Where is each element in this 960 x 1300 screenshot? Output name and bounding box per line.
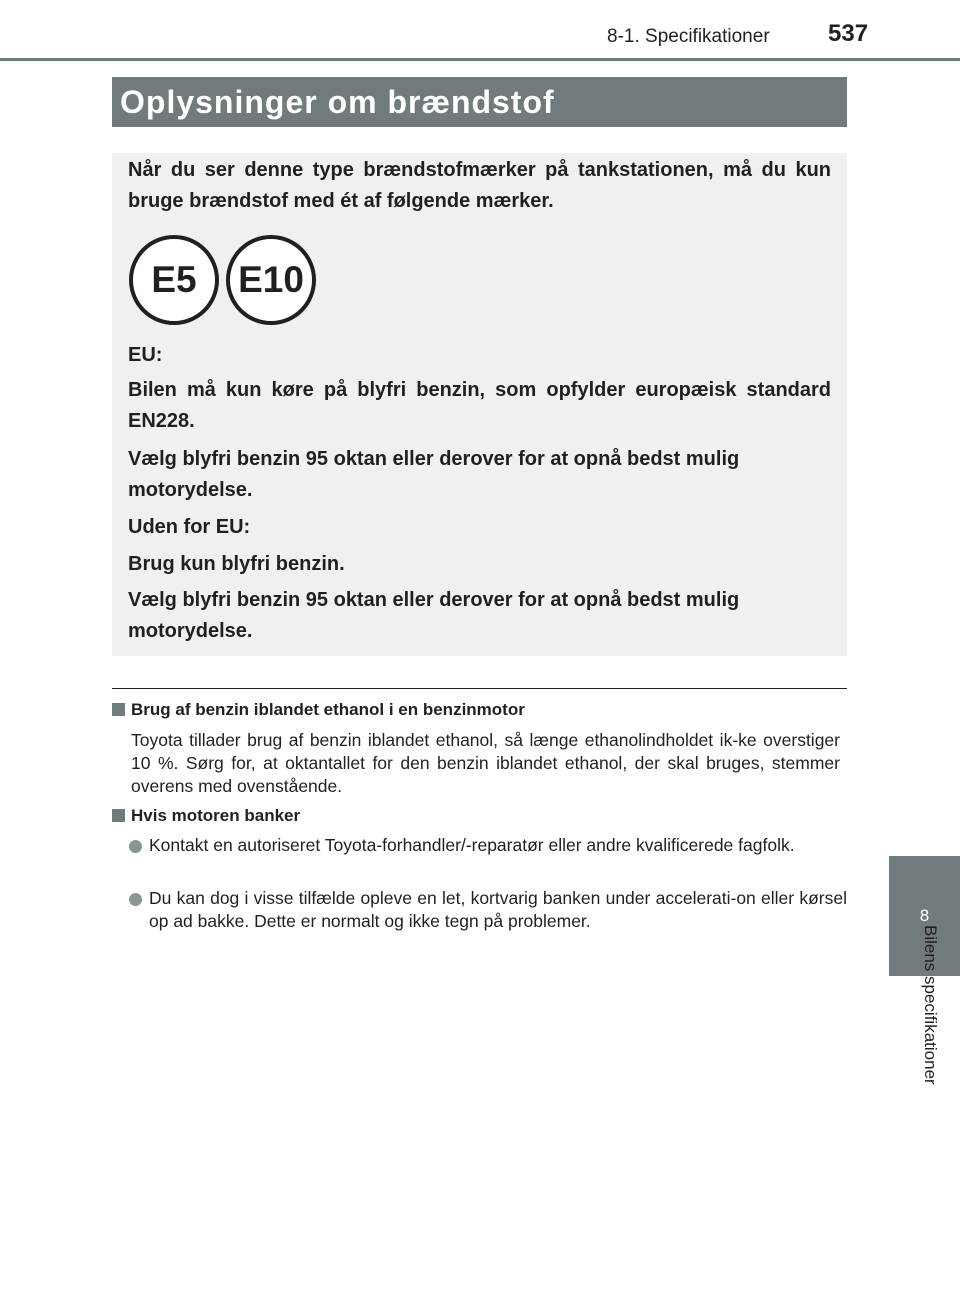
- square-bullet-icon: [112, 703, 125, 716]
- circle-bullet-icon: [129, 893, 142, 906]
- e5-fuel-mark: E5: [129, 235, 219, 325]
- section-divider: [112, 688, 847, 689]
- e10-fuel-mark: E10: [226, 235, 316, 325]
- fuel-info-box: [112, 153, 847, 656]
- chapter-label: Bilens specifikationer: [921, 925, 940, 1085]
- square-bullet-icon: [112, 809, 125, 822]
- page-title: Oplysninger om brændstof: [112, 77, 847, 127]
- non-eu-text-unleaded: Brug kun blyfri benzin.: [128, 553, 345, 575]
- eu-text-standard: Bilen må kun køre på blyfri benzin, som opfylder europæisk standard EN228.: [128, 379, 831, 432]
- section-heading-knocking: [112, 806, 300, 826]
- knocking-bullet-1: Kontakt en autoriseret Toyota-forhandler/-reparatør eller andre kvalificerede fagfolk.: [149, 835, 795, 855]
- non-eu-text-octane: Vælg blyfri benzin 95 oktan eller derover for at opnå bedst mulig motorydelse.: [128, 589, 740, 642]
- header-divider: [0, 58, 960, 61]
- ethanol-paragraph: Toyota tillader brug af benzin iblandet ethanol, så længe ethanolindholdet ik-ke overstiger 10 %. Sørg for, at oktantallet for den benzin iblandet ethanol, der skal bruges, stemmer overens med ovenstående.: [131, 730, 840, 796]
- chapter-number-tab[interactable]: 8: [889, 856, 960, 976]
- knocking-bullet-2: Du kan dog i visse tilfælde opleve en let, kortvarig banken under accelerati-on eller kørsel op ad bakke. Dette er normalt og ikke tegn på problemer.: [149, 888, 847, 931]
- eu-label: EU:: [128, 344, 163, 366]
- section-heading-ethanol: [112, 700, 525, 720]
- section-heading-knocking-text: Hvis motoren banker: [131, 806, 301, 825]
- header-section-title: 8-1. Specifikationer: [607, 26, 770, 47]
- circle-bullet-icon: [129, 840, 142, 853]
- eu-text-octane: Vælg blyfri benzin 95 oktan eller derover for at opnå bedst mulig motorydelse.: [128, 448, 740, 501]
- section-heading-ethanol-text: Brug af benzin iblandet ethanol i en benzinmotor: [131, 700, 525, 719]
- non-eu-label: Uden for EU:: [128, 516, 251, 538]
- chapter-tab-background: [889, 61, 960, 856]
- fuel-label-intro: Når du ser denne type brændstofmærker på tankstationen, må du kun bruge brændstof med ét af følgende mærker.: [128, 159, 831, 212]
- page-number: 537: [828, 20, 869, 47]
